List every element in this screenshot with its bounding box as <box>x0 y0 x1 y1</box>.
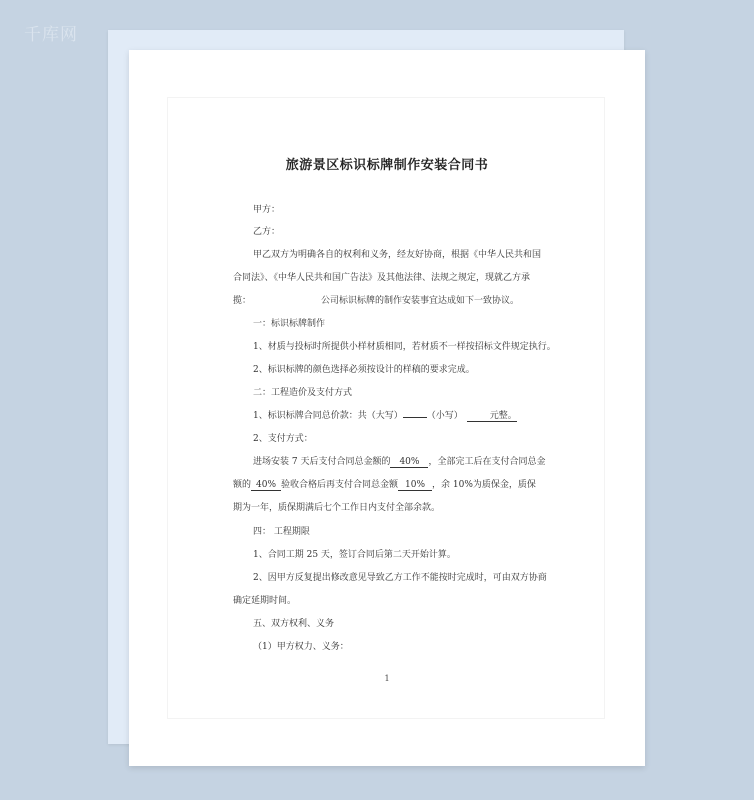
party-a-label: 甲方： <box>253 205 281 215</box>
section-1-item-2: 2、标识标牌的颜色选择必须按设计的样稿的要求完成。 <box>253 365 475 375</box>
page-number: 1 <box>384 674 390 683</box>
section-5-sub-1: （1）甲方权力、义务： <box>253 642 349 652</box>
payment-method-heading: 2、支付方式： <box>253 434 313 444</box>
payment-line-1-a: 进场安装 7 天后支付合同总金额的 <box>253 457 391 467</box>
intro-line-3-start: 揽： <box>233 296 252 306</box>
payment-pct-3: 10% <box>398 480 432 491</box>
price-text-a: 1、标识标牌合同总价款：共（大写） <box>253 411 403 421</box>
document-title: 旅游景区标识标牌制作安装合同书 <box>285 158 489 173</box>
intro-line-3 <box>233 295 519 307</box>
payment-line-1-b: ，全部完工后在支付合同总金 <box>428 457 546 467</box>
section-4-item-2: 2、因甲方反复提出修改意见导致乙方工作不能按时完成时，可由双方协商 <box>253 573 547 583</box>
price-lowercase-blank: 元整。 <box>467 411 517 422</box>
party-b-label: 乙方： <box>253 227 281 237</box>
section-5-heading: 五、双方权利、义务 <box>253 619 335 629</box>
price-uppercase-blank <box>403 417 427 418</box>
payment-pct-1: 40% <box>390 457 428 468</box>
price-text-b: （小写） <box>426 411 463 421</box>
payment-line-2-c: ，余 10%为质保金，质保 <box>432 480 536 490</box>
payment-line-2-b: 验收合格后再支付合同总金额 <box>281 480 399 490</box>
section-1-heading: 一：标识标牌制作 <box>253 319 326 329</box>
payment-line-1 <box>253 456 545 468</box>
payment-line-2-a: 额的 <box>233 480 252 490</box>
payment-line-3: 期为一年，质保期满后七个工作日内支付全部余款。 <box>233 503 441 513</box>
payment-line-2 <box>233 479 536 491</box>
section-1-item-1: 1、材质与投标时所提供小样材质相同，若材质不一样按招标文件规定执行。 <box>253 342 556 352</box>
document-page <box>129 50 645 766</box>
section-4-item-2-cont: 确定延期时间。 <box>233 596 297 606</box>
section-4-item-1: 1、合同工期 25 天，签订合同后第二天开始计算。 <box>253 550 456 560</box>
section-2-heading: 二：工程造价及支付方式 <box>253 388 353 398</box>
section-4-heading: 四： 工程期限 <box>253 527 310 537</box>
contract-price-line <box>253 410 517 422</box>
watermark-text: 千库网 <box>24 25 78 45</box>
intro-line-3-end: 公司标识标牌的制作安装事宜达成如下一致协议。 <box>321 296 520 306</box>
intro-line-2: 合同法》、《中华人民共和国广告法》及其他法律、法规之规定，现就乙方承 <box>233 273 531 283</box>
payment-pct-2: 40% <box>251 480 281 491</box>
intro-line-1: 甲乙双方为明确各自的权利和义务，经友好协商，根据《中华人民共和国 <box>253 250 542 260</box>
page-margin-frame <box>167 97 605 719</box>
